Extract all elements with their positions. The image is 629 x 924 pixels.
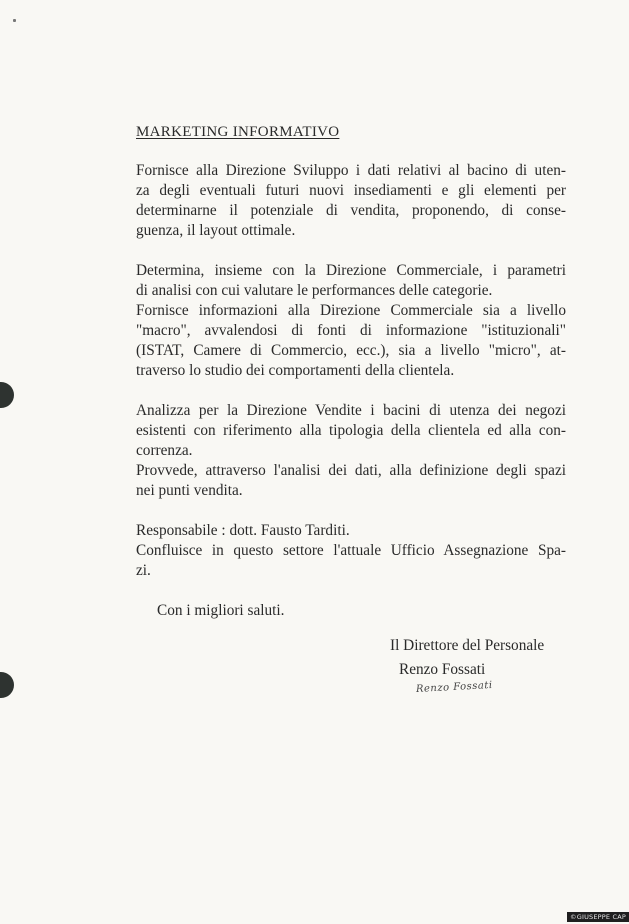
text-line: Fornisce informazioni alla Direzione Commerciale sia a livello: [136, 302, 566, 319]
text-line: Responsabile : dott. Fausto Tarditi.: [136, 522, 350, 539]
paper-speck: [13, 19, 16, 22]
handwritten-signature: Renzo Fossati: [415, 679, 493, 695]
paragraph-vendite: [136, 401, 566, 501]
signatory-title: Il Direttore del Personale: [390, 637, 545, 654]
text-line: esistenti con riferimento alla tipologia della clientela ed alla con-: [136, 422, 566, 439]
letter-body: [136, 122, 566, 641]
paragraph-sviluppo: [136, 161, 566, 241]
signature-block: [390, 636, 580, 700]
text-line: (ISTAT, Camere di Commercio, ecc.), sia a livello "micro", at-: [136, 342, 566, 359]
text-line: di analisi con cui valutare le performances delle categorie.: [136, 282, 493, 299]
text-line: determinarne il potenziale di vendita, proponendo, di conse-: [136, 202, 566, 219]
signatory-name: Renzo Fossati: [399, 661, 486, 678]
text-line: guenza, il layout ottimale.: [136, 222, 296, 239]
text-line: Confluisce in questo settore l'attuale Ufficio Assegnazione Spa-: [136, 542, 566, 559]
text-line: nei punti vendita.: [136, 482, 243, 499]
text-line: zi.: [136, 562, 151, 579]
text-line: Fornisce alla Direzione Sviluppo i dati relativi al bacino di uten-: [136, 162, 566, 179]
section-heading: MARKETING INFORMATIVO: [136, 124, 340, 140]
paragraph-commerciale: [136, 261, 566, 381]
paragraph-responsabile: [136, 521, 566, 581]
binder-hole-bottom: [0, 672, 14, 698]
text-line: "macro", avvalendosi di fonti di informazione "istituzionali": [136, 322, 566, 339]
binder-hole-top: [0, 382, 14, 408]
copyright-watermark: ©GIUSEPPE CAP: [567, 912, 629, 922]
text-line: traverso lo studio dei comportamenti della clientela.: [136, 362, 455, 379]
text-line: Determina, insieme con la Direzione Commerciale, i parametri: [136, 262, 566, 279]
text-line: za degli eventuali futuri nuovi insediamenti e gli elementi per: [136, 182, 566, 199]
text-line: Provvede, attraverso l'analisi dei dati, alla definizione degli spazi: [136, 462, 566, 479]
text-line: correnza.: [136, 442, 193, 459]
closing-greeting: Con i migliori saluti.: [157, 602, 285, 619]
text-line: Analizza per la Direzione Vendite i bacini di utenza dei negozi: [136, 402, 566, 419]
